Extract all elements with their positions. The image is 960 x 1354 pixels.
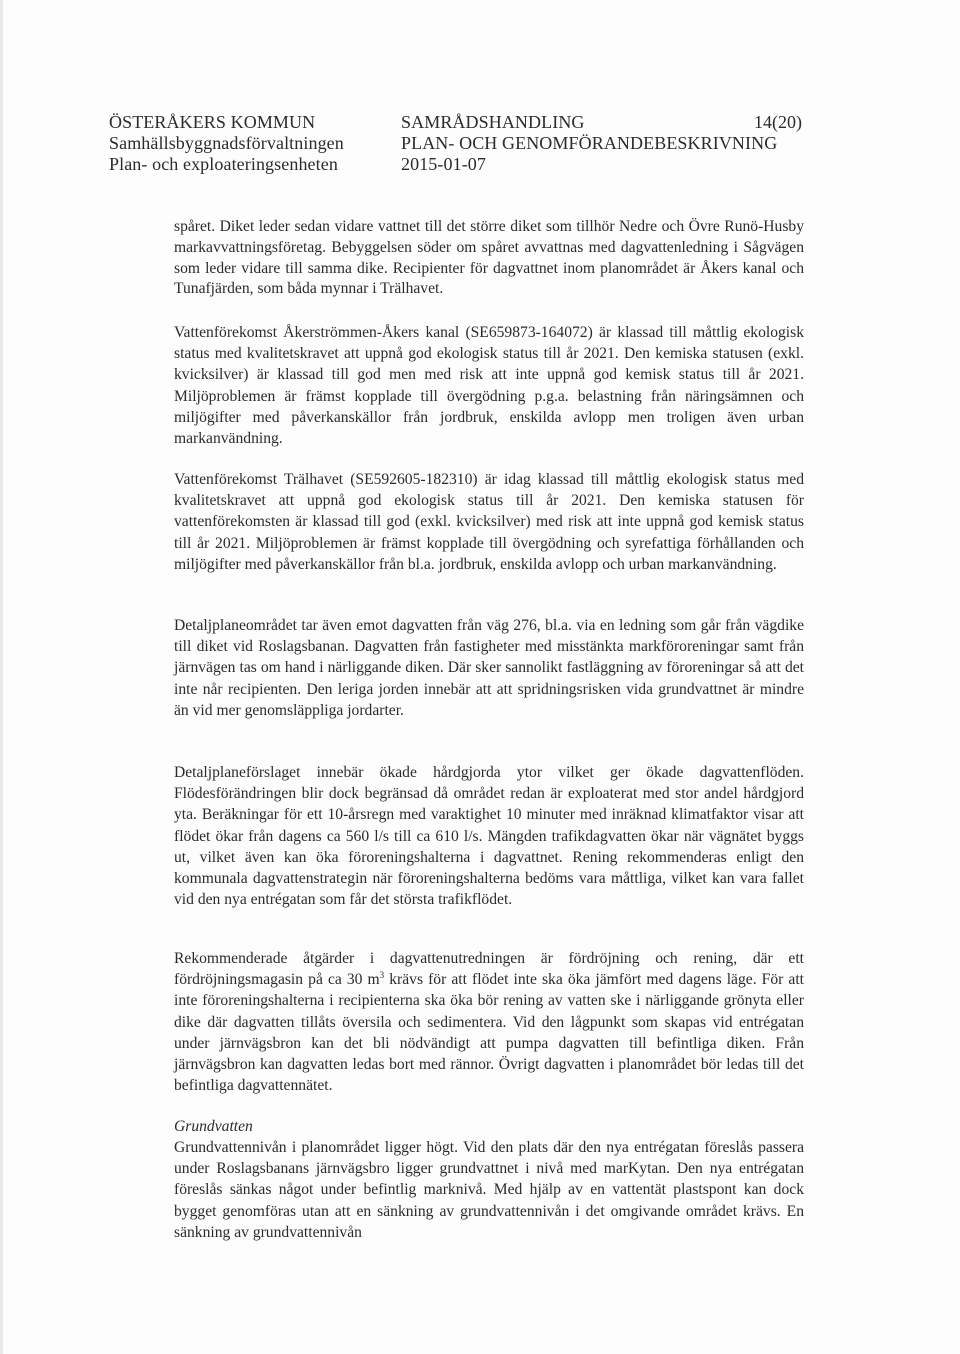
- paragraph-text: Detaljplaneförslaget innebär ökade hårdgjorda ytor vilket ger ökade dagvattenflöden. Flödesförändringen blir dock begränsad då området redan är exploaterat med stor andel hårdgjord yta. Beräkningar för ett 10-årsregn med varaktighet 10 minuter med inräknad klimatfaktor visar att flödet ökar från dagens ca 560 l/s till ca 610 l/s. Mängden trafikdagvatten ökar när vägnätet byggs ut, vilket även kan öka föroreningshalterna i dagvattnet. Rening rekommenderas enligt den kommunala dagvattenstrategin när föroreningshalterna bedöms vara måttliga, vilket kan vara fallet vid den nya entrégatan som får det största trafikflödet.: [174, 764, 804, 909]
- paragraph: [174, 1137, 804, 1243]
- paragraph-text-part: krävs för att flödet inte ska öka jämfört med dagens läge. För att inte föroreningshalterna i recipienterna ska öka bör rening av vatten ske i närliggande grönyta eller dike där dagvatten tillåts översila och sedimentera. Vid den lågpunkt som skapas vid entrégatan under järnvägsbron kan det bli nödvändigt att pumpa dagvatten till befintliga diken. Från järnvägsbron kan dagvatten ledas bort med rännor. Övrigt dagvatten i planområdet bör ledas till det befintliga dagvattennätet.: [174, 971, 804, 1095]
- header-unit: Plan- och exploateringsenheten: [109, 154, 338, 174]
- paragraph-text: Vattenförekomst Trälhavet (SE592605-182310) är idag klassad till måttlig ekologisk status med kvalitetskravet att uppnå god ekologisk status till år 2021. Den kemiska statusen för vattenförekomsten är klassad till god (exkl. kvicksilver) med risk att inte uppnå god kemisk status till år 2021. Miljöproblemen är främst kopplade till övergödning och syrefattiga förhållanden och miljögifter med påverkanskällor från bl.a. jordbruk, enskilda avlopp och urban markanvändning.: [174, 471, 804, 573]
- paragraph-text: spåret. Diket leder sedan vidare vattnet till det större diket som tillhör Nedre och Övre Runö-Husby markavvattningsföretag. Bebyggelsen söder om spåret avvattnas med dagvattenledning i Sågvägen som leder vidare till samma dike. Recipienter för dagvattnet inom planområdet är Åkers kanal och Tunafjärden, som båda mynnar i Trälhavet.: [174, 218, 804, 298]
- paragraph-text: Vattenförekomst Åkerströmmen-Åkers kanal (SE659873-164072) är klassad till måttlig ekologisk status med kvalitetskravet att uppnå god ekologisk status till år 2021. Den kemiska statusen (exkl. kvicksilver) är klassad till god men med risk att inte uppnå god kemisk status till år 2021. Miljöproblemen är främst kopplade till övergödning p.g.a. belastning från näringsämnen och miljögifter med påverkanskällor från jordbruk, enskilda avlopp men troligen även urban markanvändning.: [174, 324, 804, 448]
- paragraph: [174, 948, 804, 1096]
- superscript: 3: [379, 970, 385, 981]
- paragraph: [174, 615, 804, 721]
- paragraph: [174, 469, 804, 575]
- paragraph: [174, 217, 804, 300]
- paragraph-text: [174, 948, 804, 1096]
- header-organization: [109, 112, 344, 175]
- header-document-info: [401, 112, 777, 175]
- header-document-title: PLAN- OCH GENOMFÖRANDEBESKRIVNING: [401, 133, 778, 153]
- header-municipality: ÖSTERÅKERS KOMMUN: [109, 112, 316, 132]
- section-heading: Grundvatten: [174, 1118, 253, 1135]
- paragraph-text-part: Rekommenderade åtgärder i dagvattenutredningen är fördröjning och rening, där ett fördröjningsmagasin på ca 30 m: [174, 950, 804, 989]
- paragraph-text: Detaljplaneområdet tar även emot dagvatten från väg 276, bl.a. via en ledning som går från vägdike till diket vid Roslagsbanan. Dagvatten från fastigheter med misstänkta markföroreningar samt från järnvägen tas om hand i närliggande diken. Där sker sannolikt fastläggning av föroreningar så att det inte når recipienten. Den leriga jorden innebär att att spridningsrisken vida grundvattnet är mindre än vid mer genomsläppliga jordarter.: [174, 617, 804, 719]
- header-document-type: SAMRÅDSHANDLING: [401, 112, 585, 132]
- header-department: Samhällsbyggnadsförvaltningen: [109, 133, 344, 153]
- header-date: 2015-01-07: [401, 154, 486, 174]
- paragraph: [174, 762, 804, 910]
- paragraph-text: Grundvattennivån i planområdet ligger högt. Vid den plats där den nya entrégatan föreslås passera under Roslagsbanans järnvägsbro ligger grundvattnet i nivå med marKytan. Den nya entrégatan föreslås sänkas något under befintlig marknivå. Med hjälp av en vattentät plastspont kan dock bygget genomföras utan att en sänkning av grundvattennivån i det omgivande området krävs. En sänkning av grundvattennivån: [174, 1139, 804, 1241]
- page-number: 14(20): [754, 112, 802, 132]
- scan-edge: [0, 0, 3, 1354]
- paragraph: [174, 322, 804, 449]
